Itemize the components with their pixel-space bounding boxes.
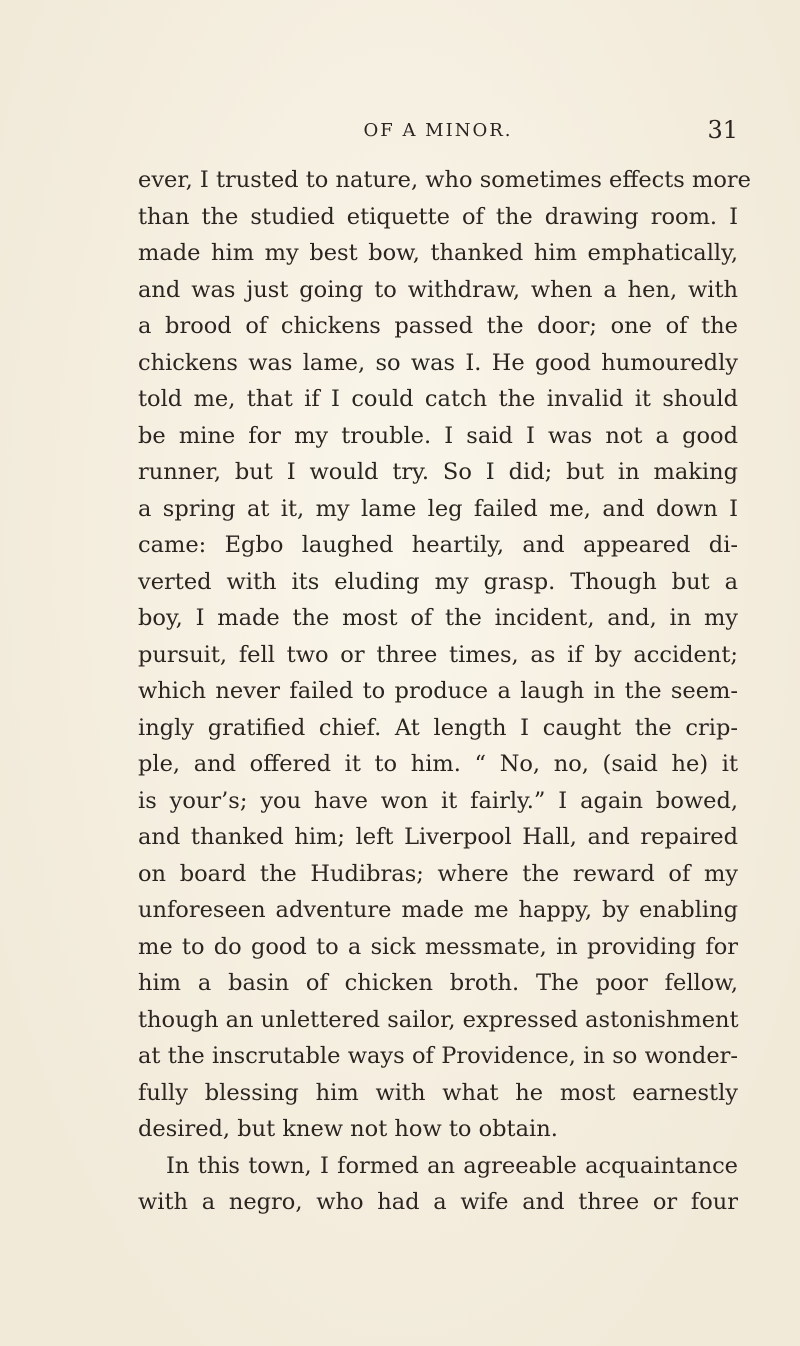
text-line: fully blessing him with what he most earnestly (138, 1079, 738, 1106)
text-line: and thanked him; left Liverpool Hall, and repaired (138, 824, 738, 850)
text-line: on board the Hudibras; where the reward of my (138, 860, 738, 887)
text-line: ever, I trusted to nature, who sometimes effects more (138, 167, 751, 193)
text-line: boy, I made the most of the incident, and, in my (138, 605, 738, 631)
text-line: pursuit, fell two or three times, as if by accident; (138, 641, 738, 668)
text-line: which never failed to produce a laugh in the seem- (138, 678, 738, 704)
text-line: made him my best bow, thanked him emphatically, (138, 240, 738, 266)
text-line: chickens was lame, so was I. He good humouredly (138, 349, 738, 376)
text-line: with a negro, who had a wife and three or four (138, 1189, 738, 1215)
text-line: and was just going to withdraw, when a hen, with (138, 276, 738, 303)
text-line: ingly gratified chief. At length I caught the crip- (138, 714, 738, 741)
text-line: a spring at it, my lame leg failed me, and down I (138, 495, 738, 522)
body-text (138, 162, 751, 1221)
text-line: though an unlettered sailor, expressed astonishment (138, 1006, 739, 1033)
paragraph-start-line: In this town, I formed an agreeable acquaintance (166, 1152, 738, 1179)
page-number: 31 (707, 116, 738, 144)
text-line: unforeseen adventure made me happy, by enabling (138, 897, 738, 923)
text-line: desired, but knew not how to obtain. (138, 1116, 558, 1142)
text-line: ple, and offered it to him. “ No, no, (said he) it (138, 751, 738, 777)
text-line: at the inscrutable ways of Providence, in so wonder- (138, 1043, 738, 1069)
text-line: came: Egbo laughed heartily, and appeared di- (138, 532, 738, 558)
text-line: told me, that if I could catch the invalid it should (138, 386, 738, 412)
text-line: him a basin of chicken broth. The poor fellow, (138, 970, 738, 996)
text-line: me to do good to a sick messmate, in providing for (138, 933, 738, 960)
text-line: runner, but I would try. So I did; but in making (138, 459, 738, 485)
text-line: be mine for my trouble. I said I was not a good (138, 422, 738, 449)
text-line: a brood of chickens passed the door; one of the (138, 313, 738, 339)
text-line: is your’s; you have won it fairly.” I again bowed, (138, 787, 738, 814)
text-line: verted with its eluding my grasp. Though but a (138, 568, 738, 595)
text-line: than the studied etiquette of the drawing room. I (138, 203, 738, 230)
running-head (138, 118, 738, 148)
running-title: OF A MINOR. (363, 120, 513, 141)
